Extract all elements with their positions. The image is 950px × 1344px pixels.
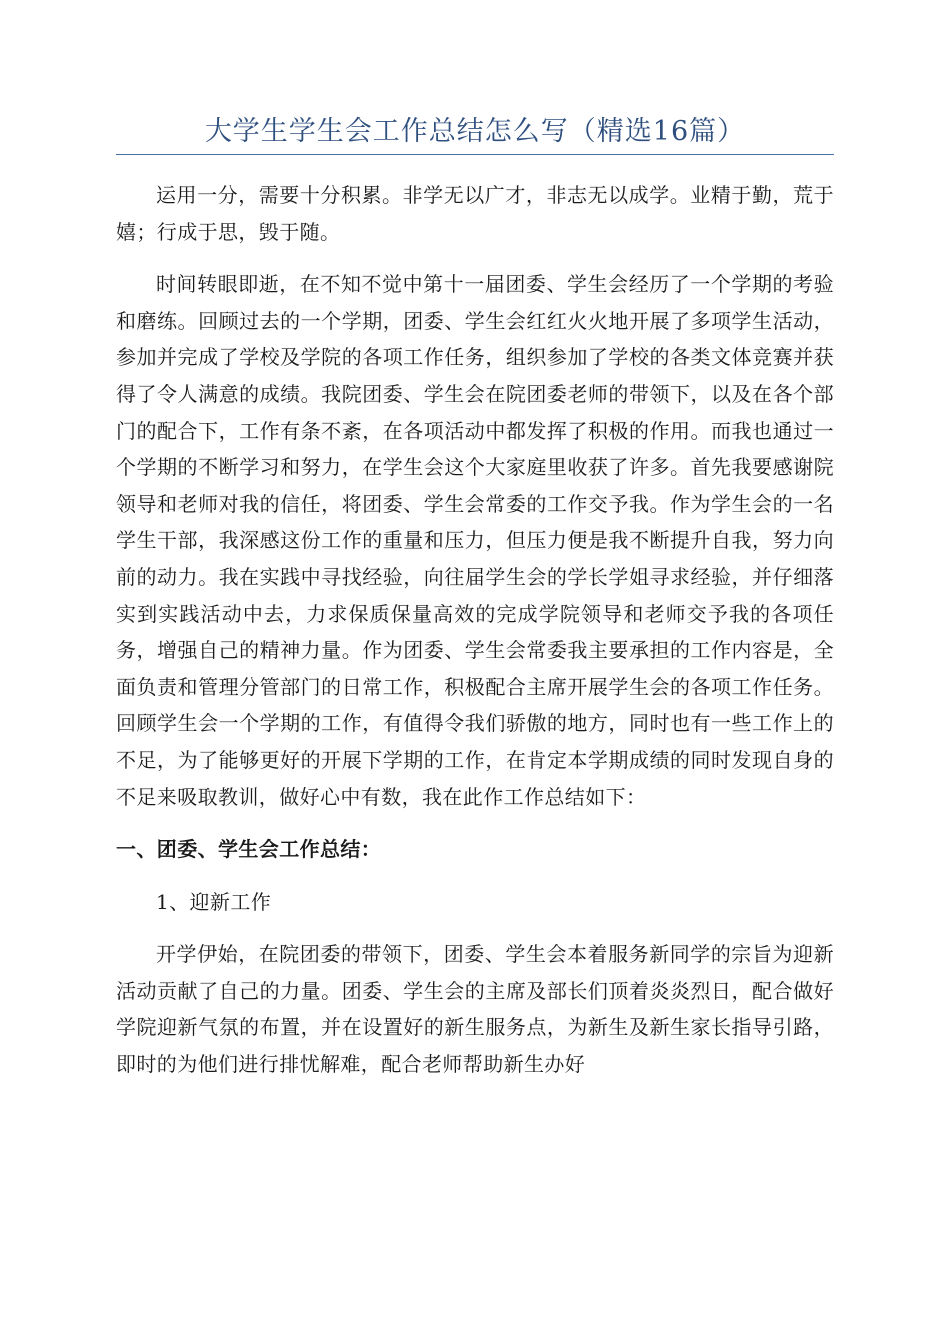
subsection-heading: 1、迎新工作 <box>156 889 272 914</box>
paragraph-welcome-work: 开学伊始，在院团委的带领下，团委、学生会本着服务新同学的宗旨为迎新活动贡献了自己的力量。团委、学生会的主席及部长们顶着炎炎烈日，配合做好学院迎新气氛的布置，并在设置好的新生服务点，为新生及新生家长指导引路，即时的为他们进行排忧解难，配合老师帮助新生办好 <box>116 942 834 1077</box>
document-title: 大学生学生会工作总结怎么写（精选16篇） <box>204 116 746 147</box>
document-body <box>116 177 834 1099</box>
section-heading: 一、团委、学生会工作总结： <box>116 837 382 862</box>
title-underline <box>116 154 834 155</box>
paragraph-summary: 时间转眼即逝，在不知不觉中第十一届团委、学生会经历了一个学期的考验和磨练。回顾过去的一个学期，团委、学生会红红火火地开展了多项学生活动，参加并完成了学校及学院的各项工作任务，组织参加了学校的各类文体竞赛并获得了令人满意的成绩。我院团委、学生会在院团委老师的带领下，以及在各个部门的配合下，工作有条不紊，在各项活动中都发挥了积极的作用。而我也通过一个学期的不断学习和努力，在学生会这个大家庭里收获了许多。首先我要感谢院领导和老师对我的信任，将团委、学生会常委的工作交予我。作为学生会的一名学生干部，我深感这份工作的重量和压力，但压力便是我不断提升自我，努力向前的动力。我在实践中寻找经验，向往届学生会的学长学姐寻求经验，并仔细落实到实践活动中去，力求保质保量高效的完成学院领导和老师交予我的各项任务，增强自己的精神力量。作为团委、学生会常委我主要承担的工作内容是，全面负责和管理分管部门的日常工作，积极配合主席开展学生会的各项工作任务。回顾学生会一个学期的工作，有值得令我们骄傲的地方，同时也有一些工作上的不足，为了能够更好的开展下学期的工作，在肯定本学期成绩的同时发现自身的不足来吸取教训，做好心中有数，我在此作工作总结如下： <box>116 272 834 809</box>
paragraph-intro: 运用一分，需要十分积累。非学无以广才，非志无以成学。业精于勤，荒于嬉；行成于思，毁于随。 <box>116 183 834 244</box>
